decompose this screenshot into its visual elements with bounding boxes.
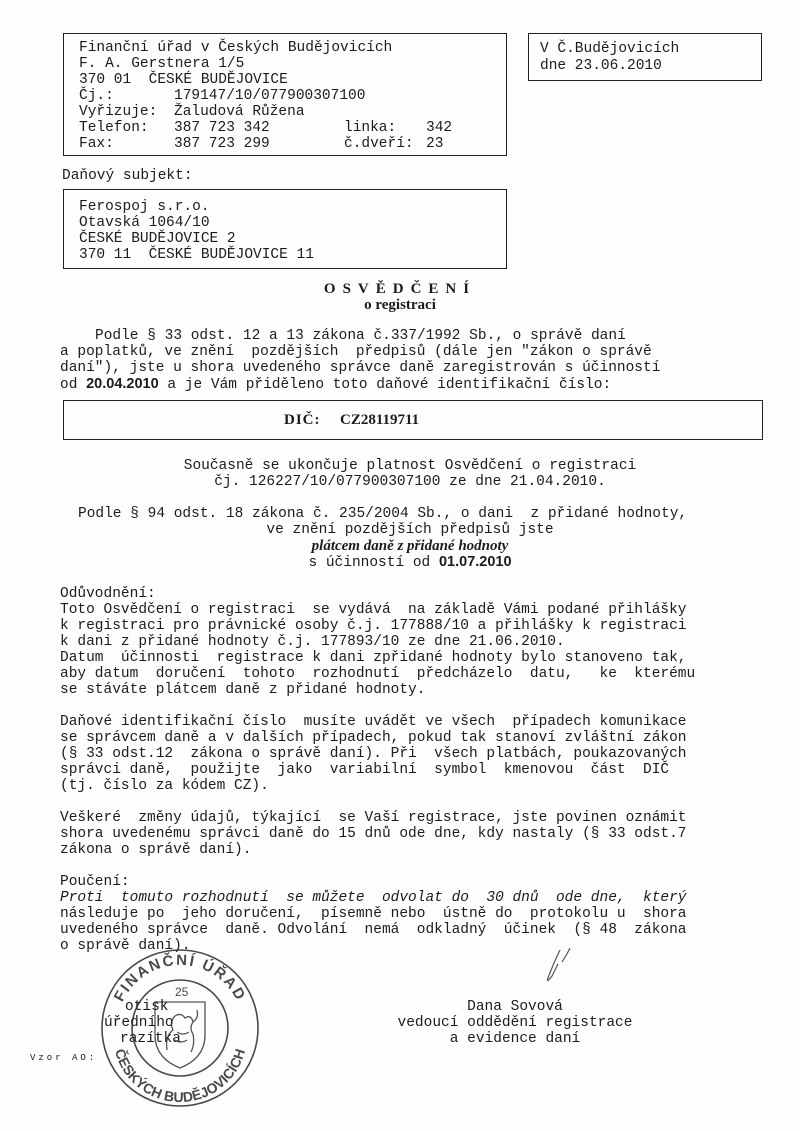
- subject-city: ČESKÉ BUDĚJOVICE 2: [79, 231, 236, 247]
- signatory-role-2: a evidence daní: [449, 1031, 581, 1047]
- dic-usage-line-5: (tj. číslo za kódem CZ).: [60, 778, 269, 794]
- cj-label: Čj.:: [79, 88, 114, 104]
- intro-line-4: [60, 376, 611, 393]
- date-place: V Č.Budějovicích: [540, 41, 680, 57]
- dic-usage-line-3: (§ 33 odst.12 zákona o správě daní). Při všech platbách, poukazovaných: [60, 746, 687, 762]
- intro-line-4-post: a je Vám přiděleno toto daňové identifikační číslo:: [158, 377, 612, 393]
- vat-line-4-pre: s účinností od: [308, 555, 439, 571]
- stamp-ring-bottom: ČESKÝCH BUDĚJOVICÍCH: [111, 1046, 249, 1106]
- instruction-line-1: Proti tomuto rozhodnutí se můžete odvolat do 30 dnů ode dne, který: [60, 890, 687, 906]
- reasoning-line-5: aby datum doručení tohoto rozhodnutí předcházelo datu, ke kterému: [60, 666, 696, 682]
- form-template-code: Vzor AO:: [30, 1053, 98, 1063]
- phone-value: 387 723 342: [174, 120, 270, 136]
- reasoning-label: Odůvodnění:: [60, 586, 156, 602]
- lion-emblem-icon: [155, 1002, 205, 1068]
- document-title: OSVĚDČENÍ: [323, 281, 477, 297]
- reasoning-line-2: k registraci pro právnické osoby č.j. 177888/10 a přihlášky k registraci: [60, 618, 687, 634]
- instruction-label: Poučení:: [60, 874, 130, 890]
- reasoning-line-3: k dani z přidané hodnoty č.j. 177893/10 ze dne 21.06.2010.: [60, 634, 565, 650]
- changes-line-1: Veškeré změny údajů, týkající se Vaší registrace, jste povinen oznámit: [60, 810, 687, 826]
- termination-line-2: čj. 126227/10/077900307100 ze dne 21.04.2010.: [214, 474, 606, 490]
- door-label: č.dveří:: [344, 136, 414, 152]
- office-street: F. A. Gerstnera 1/5: [79, 56, 245, 72]
- date-value: dne 23.06.2010: [540, 58, 662, 74]
- dic-usage-line-4: správci daně, použijte jako variabilní symbol kmenovou část DIČ: [60, 762, 670, 778]
- instruction-line-4: o správě daní).: [60, 938, 191, 954]
- reasoning-line-4: Datum účinnosti registrace k dani zpřidané hodnoty bylo stanoveno tak,: [60, 650, 687, 666]
- changes-line-3: zákona o správě daní).: [60, 842, 252, 858]
- signatory-role-1: vedoucí oddědění registrace: [397, 1015, 633, 1031]
- stamp-ring-top: FINANČNÍ ÚŘAD: [110, 951, 250, 1005]
- vat-line-1: Podle § 94 odst. 18 zákona č. 235/2004 Sb., o dani z přidané hodnoty,: [78, 506, 688, 522]
- vyrizuje-value: Žaludová Růžena: [174, 104, 305, 120]
- stamp-placeholder-1: otisk: [125, 999, 169, 1015]
- fax-value: 387 723 299: [174, 136, 270, 152]
- instruction-line-2: následuje po jeho doručení, písemně nebo ústně do protokolu u shora: [60, 906, 687, 922]
- official-stamp: [95, 940, 265, 1110]
- vat-payer-status: plátcem daně z přidané hodnoty: [311, 538, 509, 554]
- line-value: 342: [426, 120, 453, 136]
- instruction-line-3: uvedeného správce daně. Odvolání nemá odkladný účinek (§ 48 zákona: [60, 922, 687, 938]
- intro-line-1: Podle § 33 odst. 12 a 13 zákona č.337/1992 Sb., o správě daní: [95, 328, 626, 344]
- intro-line-2: a poplatků, ve znění pozdějších předpisů (dále jen "zákon o správě: [60, 344, 652, 360]
- subject-name: Ferospoj s.r.o.: [79, 199, 210, 215]
- document-subtitle: o registraci: [364, 297, 436, 313]
- stamp-placeholder-3: razítka: [120, 1031, 181, 1047]
- vat-line-4: [60, 554, 760, 571]
- dic-usage-line-1: Daňové identifikační číslo musíte uvádět ve všech případech komunikace: [60, 714, 687, 730]
- cj-value: 179147/10/077900307100: [174, 88, 366, 104]
- intro-line-3: daní"), jste u shora uvedeného správce daně zaregistrován s účinností: [60, 360, 661, 376]
- stamp-number: 25: [175, 985, 189, 999]
- termination-line-1: Současně se ukončuje platnost Osvědčení o registraci: [183, 458, 637, 474]
- line-label: linka:: [344, 120, 397, 136]
- signatory-name: Dana Sovová: [467, 999, 563, 1015]
- changes-line-2: shora uvedenému správci daně do 15 dnů ode dne, kdy nastaly (§ 33 odst.7: [60, 826, 687, 842]
- phone-label: Telefon:: [79, 120, 149, 136]
- vat-line-2: ve znění pozdějších předpisů jste: [266, 522, 554, 538]
- handwritten-signature: [530, 942, 610, 992]
- dic-value: CZ28119711: [340, 412, 420, 428]
- subject-label: Daňový subjekt:: [62, 168, 193, 184]
- office-name: Finanční úřad v Českých Budějovicích: [79, 40, 393, 56]
- door-value: 23: [426, 136, 444, 152]
- fax-label: Fax:: [79, 136, 114, 152]
- reasoning-line-6: se stáváte plátcem daně z přidané hodnoty.: [60, 682, 426, 698]
- dic-usage-line-2: se správcem daně a v dalších případech, pokud tak stanoví zvláštní zákon: [60, 730, 687, 746]
- stamp-placeholder-2: úředního: [104, 1015, 174, 1031]
- intro-line-4-pre: od: [60, 377, 87, 393]
- registration-date: 20.04.2010: [86, 376, 159, 392]
- vyrizuje-label: Vyřizuje:: [79, 104, 158, 120]
- dic-label: DIČ:: [284, 412, 321, 428]
- reasoning-line-1: Toto Osvědčení o registraci se vydává na základě Vámi podané přihlášky: [60, 602, 687, 618]
- subject-street: Otavská 1064/10: [79, 215, 210, 231]
- vat-effective-date: 01.07.2010: [438, 554, 512, 570]
- subject-postal: 370 11 ČESKÉ BUDĚJOVICE 11: [79, 247, 314, 263]
- office-city: 370 01 ČESKÉ BUDĚJOVICE: [79, 72, 288, 88]
